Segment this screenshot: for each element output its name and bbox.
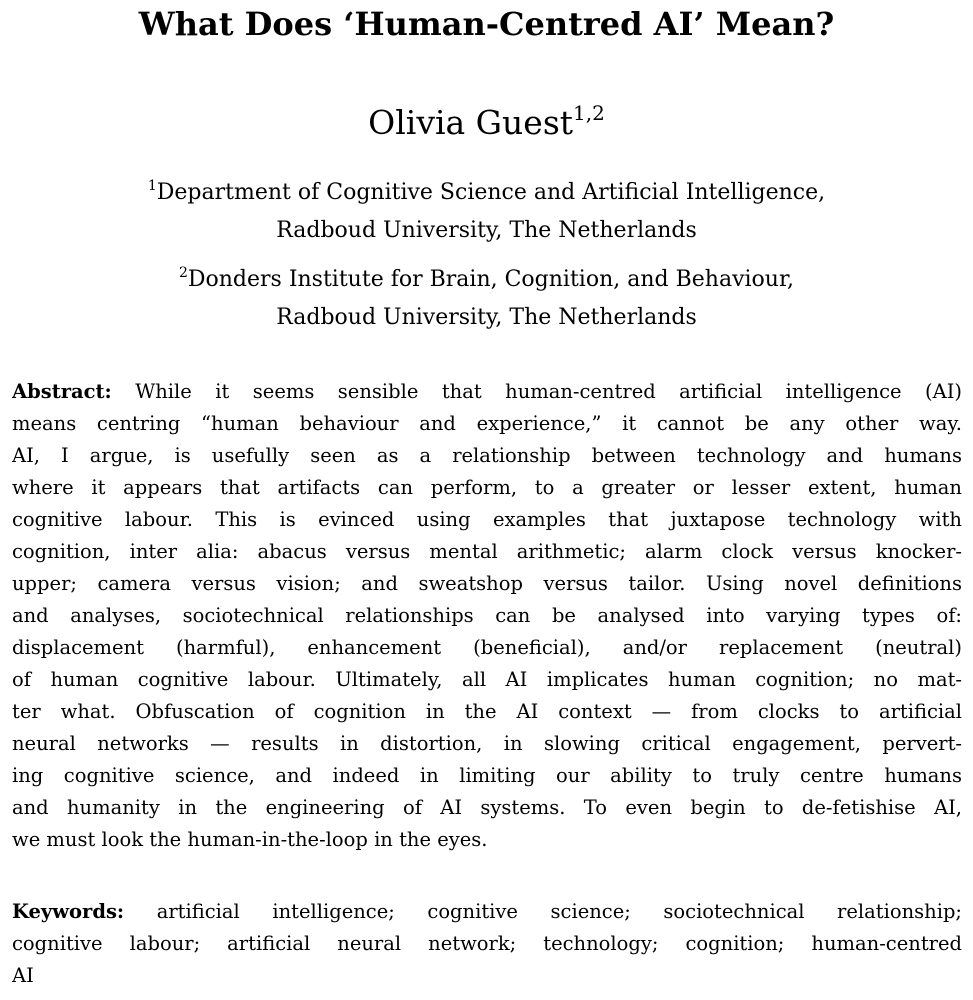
abstract-line: ter what. Obfuscation of cognition in the AI context — from clocks to artificial bbox=[12, 700, 962, 723]
keywords-label: Keywords: bbox=[12, 900, 125, 923]
abstract-text: While it seems sensible that human-centred artificial intelligence (AI) bbox=[135, 380, 962, 403]
author-name: Olivia Guest bbox=[368, 103, 574, 142]
keywords bbox=[12, 896, 962, 992]
abstract-line: means centring “human behaviour and experience,” it cannot be any other way. bbox=[12, 412, 962, 435]
affiliation-1-line-2: Radboud University, The Netherlands bbox=[276, 218, 697, 243]
keywords-line: cognitive labour; artificial neural network; technology; cognition; human-centred bbox=[12, 932, 962, 955]
abstract-line: displacement (harmful), enhancement (beneficial), and/or replacement (neutral) bbox=[12, 636, 962, 659]
author-affiliation-markers: 1,2 bbox=[573, 101, 605, 125]
affiliation-2 bbox=[0, 262, 973, 336]
affiliation-2-line-2: Radboud University, The Netherlands bbox=[276, 305, 697, 330]
keywords-line bbox=[12, 896, 962, 928]
abstract-line: neural networks — results in distortion, in slowing critical engagement, pervert- bbox=[12, 732, 962, 755]
abstract-line: where it appears that artifacts can perform, to a greater or lesser extent, human bbox=[12, 476, 962, 499]
affiliation-1-line-1 bbox=[0, 175, 973, 213]
abstract-line bbox=[12, 376, 962, 408]
affiliation-1 bbox=[0, 175, 973, 249]
affiliation-1-text-1: Department of Cognitive Science and Artificial Intelligence, bbox=[156, 180, 826, 205]
abstract-line: cognitive labour. This is evinced using examples that juxtapose technology with bbox=[12, 508, 962, 531]
abstract-line: upper; camera versus vision; and sweatshop versus tailor. Using novel definitions bbox=[12, 572, 962, 595]
affiliation-2-text-1: Donders Institute for Brain, Cognition, and Behaviour, bbox=[187, 267, 795, 292]
keywords-line: AI bbox=[12, 964, 34, 987]
paper-title: What Does ‘Human-Centred AI’ Mean? bbox=[138, 5, 835, 43]
abstract-line: AI, I argue, is usefully seen as a relationship between technology and humans bbox=[12, 444, 962, 467]
abstract-line: cognition, inter alia: abacus versus mental arithmetic; alarm clock versus knocker- bbox=[12, 540, 962, 563]
abstract-line: and analyses, sociotechnical relationships can be analysed into varying types of: bbox=[12, 604, 962, 627]
abstract-label: Abstract: bbox=[12, 380, 112, 403]
affiliation-2-line-1 bbox=[0, 262, 973, 300]
abstract bbox=[12, 376, 962, 856]
keywords-text: artificial intelligence; cognitive science; sociotechnical relationship; bbox=[156, 900, 962, 923]
abstract-line: and humanity in the engineering of AI systems. To even begin to de-fetishise AI, bbox=[12, 796, 962, 819]
affiliation-1-marker: 1 bbox=[147, 178, 157, 194]
abstract-line: ing cognitive science, and indeed in limiting our ability to truly centre humans bbox=[12, 764, 962, 787]
affiliation-2-marker: 2 bbox=[178, 265, 188, 281]
abstract-line: we must look the human-in-the-loop in the eyes. bbox=[12, 828, 488, 851]
author-line bbox=[0, 98, 973, 152]
abstract-line: of human cognitive labour. Ultimately, all AI implicates human cognition; no mat- bbox=[12, 668, 962, 691]
